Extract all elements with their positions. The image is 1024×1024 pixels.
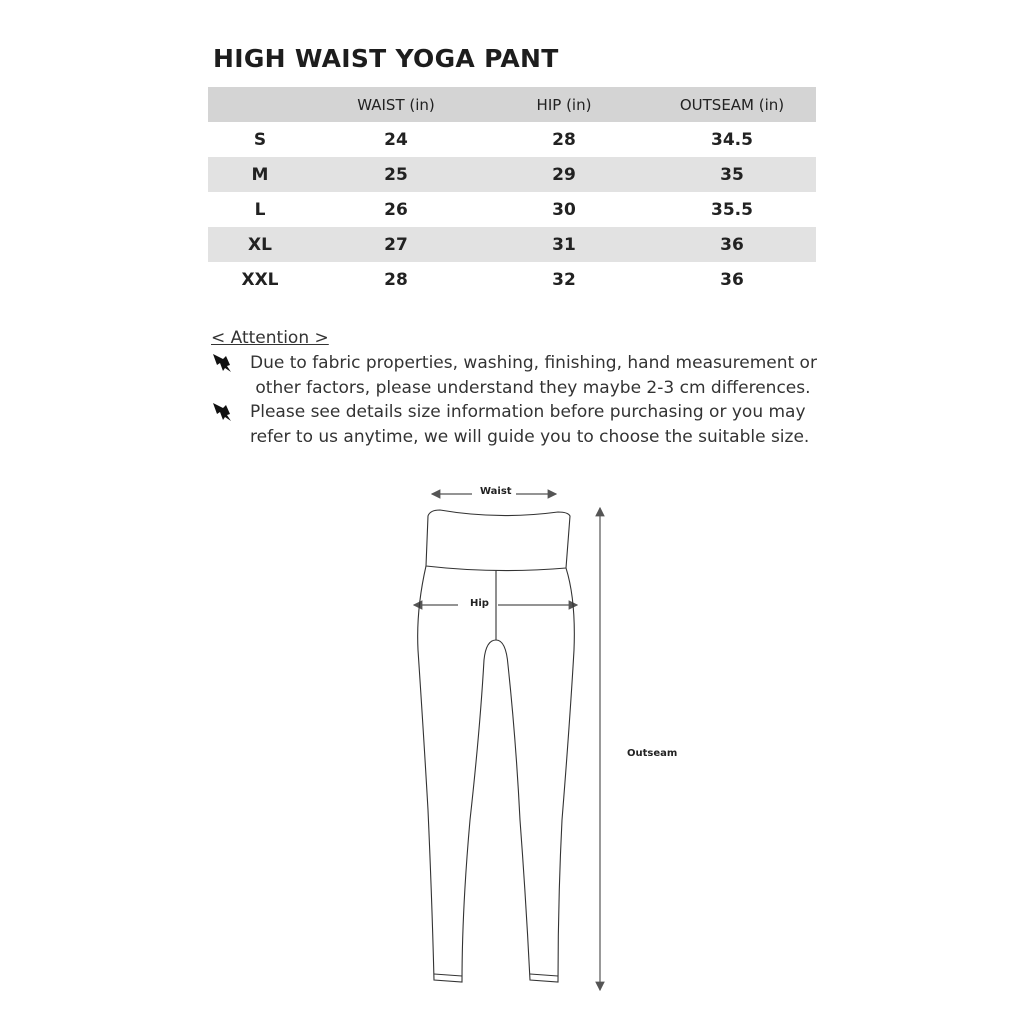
size-cell: XL [208, 227, 312, 262]
leggings-outline [418, 510, 575, 982]
outseam-cell: 34.5 [711, 129, 753, 150]
note-text-line: Please see details size information before purchasing or you may [250, 402, 806, 422]
outseam-label: Outseam [627, 748, 678, 759]
hip-cell: 29 [480, 157, 648, 192]
table-header-row [208, 87, 816, 122]
pushpin-icon [210, 351, 234, 375]
waist-cell: 28 [384, 269, 408, 290]
outseam-cell: 36 [648, 227, 816, 262]
size-chart-table [208, 87, 816, 297]
table-row [208, 227, 816, 262]
waist-label: Waist [480, 486, 512, 497]
measurement-diagram [400, 480, 680, 1004]
table-row [208, 157, 816, 192]
chart-title: HIGH WAIST YOGA PANT [213, 44, 559, 73]
leggings-illustration [400, 480, 680, 1000]
outseam-cell: 35.5 [711, 199, 753, 220]
header-outseam: OUTSEAM (in) [648, 87, 816, 122]
waist-cell: 27 [312, 227, 480, 262]
outseam-cell: 36 [720, 269, 744, 290]
size-cell: S [253, 129, 267, 150]
outseam-cell: 35 [648, 157, 816, 192]
note-text-line: refer to us anytime, we will guide you to choose the suitable size. [250, 426, 810, 447]
hip-label: Hip [470, 598, 489, 609]
waist-cell: 25 [312, 157, 480, 192]
size-cell: M [208, 157, 312, 192]
hip-cell: 32 [552, 269, 576, 290]
note-text-line: Due to fabric properties, washing, finishing, hand measurement or [250, 353, 817, 373]
hip-cell: 30 [552, 199, 576, 220]
size-cell: XXL [241, 269, 279, 290]
pushpin-icon [210, 400, 234, 424]
attention-heading: < Attention > [211, 328, 329, 348]
table-row [208, 122, 816, 157]
waist-cell: 26 [384, 199, 408, 220]
hip-cell: 31 [480, 227, 648, 262]
note-text-line: other factors, please understand they maybe 2-3 cm differences. [250, 377, 811, 398]
hip-cell: 28 [552, 129, 576, 150]
table-row [208, 262, 816, 297]
waist-cell: 24 [384, 129, 408, 150]
size-cell: L [254, 199, 266, 220]
header-size [208, 87, 312, 122]
header-hip: HIP (in) [480, 87, 648, 122]
table-row [208, 192, 816, 227]
header-waist: WAIST (in) [312, 87, 480, 122]
